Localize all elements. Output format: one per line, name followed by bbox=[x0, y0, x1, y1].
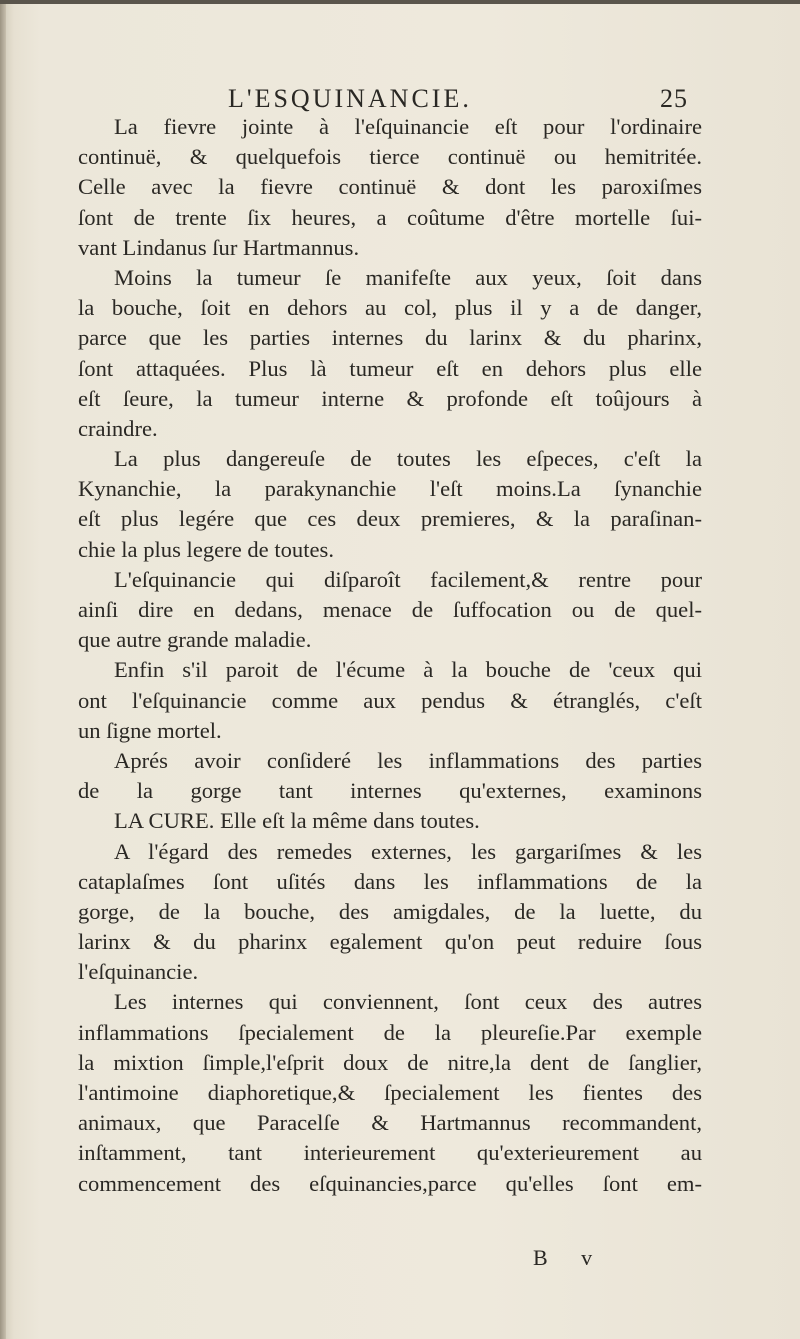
text-line: Aprés avoir conſideré les inflammations des parties bbox=[114, 747, 702, 773]
text-line: eſt plus legére que ces deux premieres, & la paraſinan- bbox=[78, 506, 702, 532]
text-line: Kynanchie, la parakynanchie l'eſt moins.La ſynanchie bbox=[78, 476, 702, 502]
text-line: larinx & du pharinx egalement qu'on peut reduire ſous bbox=[78, 929, 702, 955]
text-line: La fievre jointe à l'eſquinancie eſt pour l'ordinaire bbox=[114, 114, 702, 139]
text-line: de la gorge tant internes qu'externes, examinons bbox=[78, 778, 702, 804]
text-line: la mixtion ſimple,l'eſprit doux de nitre,la dent de ſanglier, bbox=[78, 1049, 702, 1075]
text-line: un ſigne mortel. bbox=[78, 717, 222, 743]
text-line: craindre. bbox=[78, 415, 158, 441]
text-line: La plus dangereuſe de toutes les eſpeces, c'eſt la bbox=[114, 446, 702, 472]
signature-mark: B v bbox=[533, 1245, 607, 1270]
page-gutter bbox=[0, 0, 6, 1339]
running-title: L'ESQUINANCIE. bbox=[228, 84, 472, 113]
text-line: commencement des eſquinancies,parce qu'elles ſont em- bbox=[78, 1170, 702, 1196]
page-top-edge bbox=[0, 0, 800, 4]
text-line: Celle avec la fievre continuë & dont les paroxiſmes bbox=[78, 174, 702, 200]
text-line: LA CURE. Elle eſt la même dans toutes. bbox=[114, 808, 480, 834]
text-line: l'eſquinancie. bbox=[78, 959, 199, 985]
body-text bbox=[78, 112, 702, 1199]
text-line: inflammations ſpecialement de la pleureſie.Par exemple bbox=[78, 1019, 702, 1045]
text-line: cataplaſmes ſont uſités dans les inflammations de la bbox=[78, 868, 702, 894]
text-line: la bouche, ſoit en dehors au col, plus il y a de danger, bbox=[78, 295, 702, 321]
text-line: chie la plus legere de toutes. bbox=[78, 536, 334, 562]
text-line: Les internes qui conviennent, ſont ceux des autres bbox=[114, 989, 702, 1015]
text-line: A l'égard des remedes externes, les gargariſmes & les bbox=[114, 838, 702, 864]
text-line: parce que les parties internes du larinx & du pharinx, bbox=[78, 325, 702, 351]
text-line: inſtamment, tant interieurement qu'exterieurement au bbox=[78, 1140, 702, 1166]
page-number: 25 bbox=[660, 84, 688, 113]
text-line: vant Lindanus ſur Hartmannus. bbox=[78, 234, 360, 260]
text-line: eſt ſeure, la tumeur interne & profonde eſt toûjours à bbox=[78, 385, 702, 411]
text-line: animaux, que Paracelſe & Hartmannus recommandent, bbox=[78, 1110, 702, 1136]
text-line: que autre grande maladie. bbox=[78, 627, 312, 653]
text-line: gorge, de la bouche, des amigdales, de la luette, du bbox=[78, 898, 702, 924]
text-line: continuë, & quelquefois tierce continuë ou hemitritée. bbox=[78, 144, 702, 170]
text-line: l'antimoine diaphoretique,& ſpecialement les fientes des bbox=[78, 1080, 702, 1105]
text-line: Enfin s'il paroit de l'écume à la bouche de 'ceux qui bbox=[114, 657, 702, 683]
text-line: L'eſquinancie qui diſparoît facilement,& rentre pour bbox=[114, 566, 702, 592]
text-line: Moins la tumeur ſe manifeſte aux yeux, ſoit dans bbox=[114, 264, 702, 290]
text-line: ſont attaquées. Plus là tumeur eſt en dehors plus elle bbox=[78, 355, 702, 381]
text-line: ont l'eſquinancie comme aux pendus & étranglés, c'eſt bbox=[78, 687, 702, 713]
text-line: ainſi dire en dedans, menace de ſuffocation ou de quel- bbox=[78, 597, 702, 622]
text-line: ſont de trente ſix heures, a coûtume d'être mortelle ſui- bbox=[78, 204, 702, 230]
